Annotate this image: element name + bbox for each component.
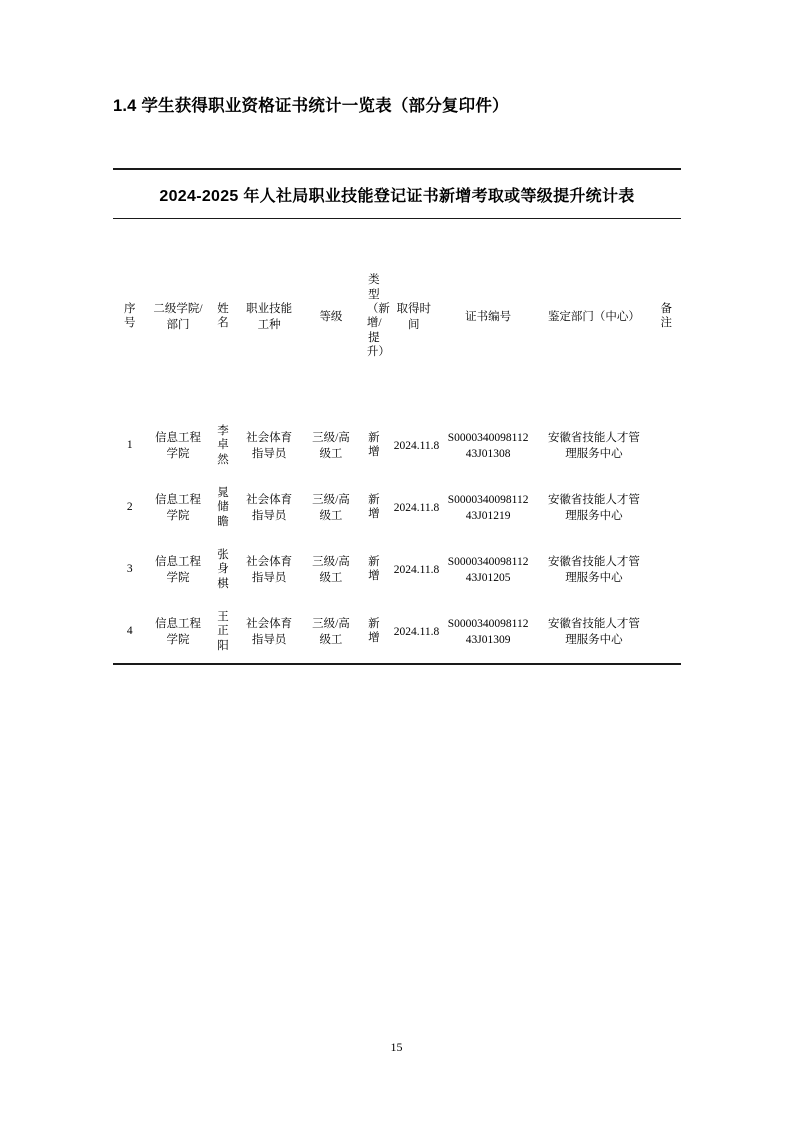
cell-dept-text: 信息工程学院 [154, 493, 201, 522]
table-row [113, 539, 681, 601]
cell-name-text: 王正阳 [217, 610, 229, 652]
cell-dept-text: 信息工程学院 [154, 617, 201, 646]
header-job [237, 219, 302, 415]
cell-dept [147, 601, 210, 663]
cell-level [302, 539, 361, 601]
table-header-row [113, 219, 681, 415]
cell-cert-no-text: S000034009811243J01308 [447, 431, 529, 460]
cell-name [209, 415, 236, 477]
cell-level-text: 三级/高级工 [312, 431, 350, 460]
table-row [113, 415, 681, 477]
cell-org-text: 安徽省技能人才管理服务中心 [547, 555, 640, 584]
header-dept [147, 219, 210, 415]
certificate-table [113, 219, 681, 663]
table-title: 2024-2025 年人社局职业技能登记证书新增考取或等级提升统计表 [159, 188, 635, 205]
header-name-text: 姓名 [217, 303, 229, 330]
cell-name-text: 张身棋 [217, 548, 229, 590]
cell-level [302, 477, 361, 539]
cell-cert-no [440, 539, 536, 601]
page-number: 15 [390, 1040, 403, 1054]
header-cert-no-text: 证书编号 [465, 310, 512, 323]
cell-time [388, 539, 440, 601]
cell-job-text: 社会体育指导员 [246, 555, 293, 584]
cell-cert-no [440, 477, 536, 539]
cell-type [360, 477, 387, 539]
header-org [536, 219, 651, 415]
cell-job [237, 415, 302, 477]
cell-time [388, 477, 440, 539]
section-heading: 1.4 学生获得职业资格证书统计一览表（部分复印件） [113, 97, 509, 115]
cell-time [388, 601, 440, 663]
cell-cert-no-text: S000034009811243J01205 [447, 555, 529, 584]
cell-time [388, 415, 440, 477]
cell-time-text: 2024.11.8 [393, 563, 440, 576]
cell-org [536, 601, 651, 663]
cell-seq: 3 [126, 563, 133, 576]
table-bottom-rule [113, 663, 681, 665]
cell-job-text: 社会体育指导员 [246, 431, 293, 460]
header-type-text: 类型（新增/提升） [366, 274, 390, 359]
header-remark-text: 备注 [660, 303, 673, 330]
cell-time-text: 2024.11.8 [393, 501, 440, 514]
cell-org-text: 安徽省技能人才管理服务中心 [547, 493, 640, 522]
cell-job [237, 601, 302, 663]
cell-type-text: 新增 [368, 432, 380, 459]
cell-org [536, 415, 651, 477]
cell-type [360, 539, 387, 601]
cell-dept-text: 信息工程学院 [154, 555, 201, 584]
cell-dept [147, 477, 210, 539]
cell-name [209, 477, 236, 539]
certificate-table-block [113, 168, 681, 665]
cell-cert-no [440, 601, 536, 663]
cell-dept-text: 信息工程学院 [154, 431, 201, 460]
header-remark [652, 219, 681, 415]
cell-job [237, 477, 302, 539]
cell-job-text: 社会体育指导员 [246, 617, 293, 646]
cell-level-text: 三级/高级工 [312, 617, 350, 646]
cell-job [237, 539, 302, 601]
cell-seq: 1 [126, 439, 133, 452]
header-seq-text: 序号 [124, 303, 136, 330]
cell-time-text: 2024.11.8 [393, 625, 440, 638]
cell-remark [652, 539, 681, 601]
cell-seq: 4 [126, 625, 133, 638]
header-type [360, 219, 390, 415]
header-name [209, 219, 236, 415]
cell-org-text: 安徽省技能人才管理服务中心 [547, 617, 640, 646]
table-row [113, 601, 681, 663]
cell-org-text: 安徽省技能人才管理服务中心 [547, 431, 640, 460]
header-cert-no [440, 219, 536, 415]
cell-level-text: 三级/高级工 [312, 493, 350, 522]
header-time [388, 219, 440, 415]
cell-type [360, 601, 387, 663]
table-row [113, 477, 681, 539]
header-dept-text: 二级学院/部门 [153, 302, 203, 331]
cell-level [302, 415, 361, 477]
cell-remark [652, 415, 681, 477]
header-level [302, 219, 361, 415]
cell-dept [147, 539, 210, 601]
cell-name-text: 李卓然 [217, 424, 229, 466]
cell-level-text: 三级/高级工 [312, 555, 350, 584]
cell-name [209, 601, 236, 663]
cell-type-text: 新增 [368, 618, 380, 645]
cell-job-text: 社会体育指导员 [246, 493, 293, 522]
table-body [113, 415, 681, 663]
header-job-text: 职业技能工种 [246, 302, 293, 331]
cell-type-text: 新增 [368, 556, 380, 583]
cell-type [360, 415, 387, 477]
cell-seq: 2 [126, 501, 133, 514]
cell-time-text: 2024.11.8 [393, 439, 440, 452]
cell-cert-no-text: S000034009811243J01309 [447, 617, 529, 646]
header-seq [113, 219, 147, 415]
cell-name-text: 晁储瞻 [217, 486, 229, 528]
cell-cert-no-text: S000034009811243J01219 [447, 493, 529, 522]
cell-remark [652, 601, 681, 663]
cell-type-text: 新增 [368, 494, 380, 521]
header-time-text: 取得时间 [396, 302, 431, 331]
cell-name [209, 539, 236, 601]
cell-org [536, 539, 651, 601]
cell-org [536, 477, 651, 539]
header-level-text: 等级 [319, 310, 343, 323]
cell-remark [652, 477, 681, 539]
cell-cert-no [440, 415, 536, 477]
cell-level [302, 601, 361, 663]
cell-dept [147, 415, 210, 477]
header-org-text: 鉴定部门（中心） [547, 310, 640, 323]
